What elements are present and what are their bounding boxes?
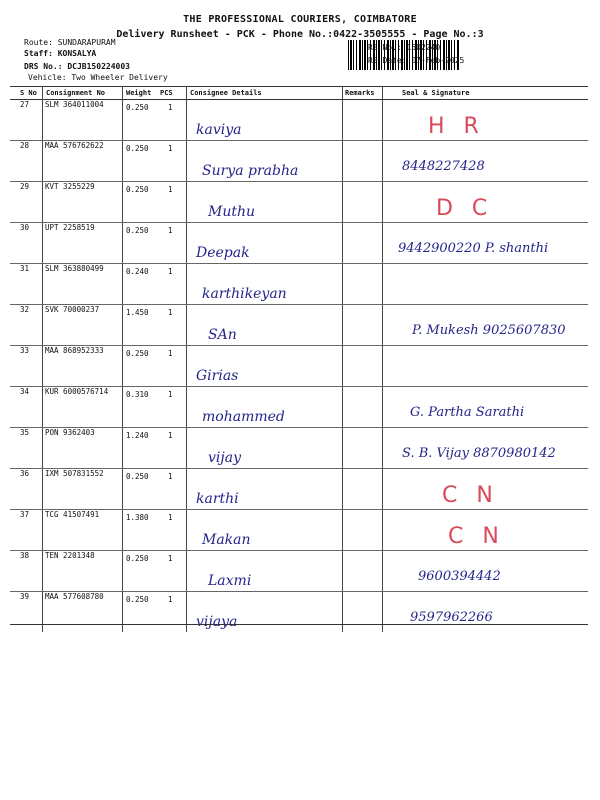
row-consignee-name: Muthu [208, 204, 256, 220]
vehicle-label: Vehicle: Two Wheeler Delivery [28, 73, 168, 82]
row-pieces: 1 [168, 349, 173, 358]
row-serial-number: 33 [20, 346, 30, 355]
page-title: THE PROFESSIONAL COURIERS, COIMBATORE [183, 14, 417, 25]
row-consignment-number: IXM 507831552 [45, 469, 104, 478]
row-pieces: 1 [168, 185, 173, 194]
row-weight: 0.250 [126, 349, 149, 358]
row-consignee-name: Girias [196, 368, 239, 384]
row-serial-number: 38 [20, 551, 30, 560]
column-header: Weight [126, 89, 152, 97]
row-serial-number: 29 [20, 182, 30, 191]
row-weight: 1.450 [126, 308, 149, 317]
row-consignee-name: Makan [202, 532, 251, 548]
row-serial-number: 32 [20, 305, 30, 314]
row-consignment-number: UPT 2258519 [45, 223, 95, 232]
row-consignee-name: SAn [208, 327, 237, 343]
row-pieces: 1 [168, 431, 173, 440]
row-consignment-number: TCG 41507491 [45, 510, 100, 519]
row-consignee-name: Deepak [196, 245, 250, 261]
row-signature: H R [428, 114, 485, 139]
row-signature: 9442900220 P. shanthi [398, 241, 549, 256]
row-consignee-name: Surya prabha [202, 163, 299, 179]
row-consignment-number: KUR 6000576714 [45, 387, 109, 396]
row-consignment-number: SLM 364011004 [45, 100, 104, 109]
row-consignment-number: MAA 576762622 [45, 141, 104, 150]
row-serial-number: 27 [20, 100, 30, 109]
row-pieces: 1 [168, 513, 173, 522]
row-serial-number: 31 [20, 264, 30, 273]
row-consignee-name: vijay [208, 450, 241, 466]
row-serial-number: 34 [20, 387, 30, 396]
row-signature: 8448227428 [402, 159, 485, 174]
column-header: PCS [160, 89, 173, 97]
row-pieces: 1 [168, 595, 173, 604]
row-weight: 0.250 [126, 226, 149, 235]
row-consignment-number: KVT 3255229 [45, 182, 95, 191]
row-serial-number: 37 [20, 510, 30, 519]
row-weight: 0.250 [126, 554, 149, 563]
row-weight: 0.250 [126, 103, 149, 112]
row-serial-number: 30 [20, 223, 30, 232]
row-divider [10, 550, 588, 551]
row-pieces: 1 [168, 390, 173, 399]
row-serial-number: 28 [20, 141, 30, 150]
column-header: S No [20, 89, 37, 97]
row-consignment-number: SVK 70000237 [45, 305, 100, 314]
row-consignment-number: SLM 363880499 [45, 264, 104, 273]
row-signature: G. Partha Sarathi [410, 405, 525, 420]
staff-label: Staff: KONSALYA [24, 49, 97, 58]
route-label: Route: SUNDARAPURAM [24, 38, 116, 47]
page-subtitle: Delivery Runsheet - PCK - Phone No.:0422-3505555 - Page No.:3 [116, 29, 484, 40]
row-divider [10, 181, 588, 182]
rs-number: RS No.: 1502240 [368, 43, 441, 52]
row-weight: 1.380 [126, 513, 149, 522]
table-top-rule [10, 86, 588, 87]
row-signature: C N [448, 524, 505, 549]
row-consignment-number: MAA 577608780 [45, 592, 104, 601]
row-weight: 0.250 [126, 472, 149, 481]
row-signature: C N [442, 483, 499, 508]
row-consignment-number: MAA 868952333 [45, 346, 104, 355]
row-weight: 0.250 [126, 185, 149, 194]
row-pieces: 1 [168, 472, 173, 481]
row-signature: 9597962266 [410, 610, 493, 625]
row-weight: 0.250 [126, 595, 149, 604]
row-weight: 0.250 [126, 144, 149, 153]
row-signature: D C [436, 196, 494, 221]
row-pieces: 1 [168, 103, 173, 112]
row-consignee-name: vijaya [196, 614, 238, 630]
row-signature: S. B. Vijay 8870980142 [402, 446, 556, 461]
faded-stamp [386, 270, 556, 316]
row-weight: 1.240 [126, 431, 149, 440]
row-signature: 9600394442 [418, 569, 501, 584]
row-consignment-number: TEN 2201348 [45, 551, 95, 560]
row-consignee-name: karthikeyan [202, 286, 287, 302]
drs-number: DRS No.: DCJB150224003 [24, 62, 130, 71]
row-weight: 0.310 [126, 390, 149, 399]
table-bottom-rule [10, 624, 588, 625]
row-pieces: 1 [168, 308, 173, 317]
row-pieces: 1 [168, 554, 173, 563]
row-divider [10, 427, 588, 428]
row-consignee-name: karthi [196, 491, 239, 507]
row-consignee-name: kaviya [196, 122, 242, 138]
column-header: Consignment No [46, 89, 106, 97]
rs-date: RS Date: 07-Feb-2025 [368, 56, 465, 65]
row-divider [10, 222, 588, 223]
row-consignee-name: Laxmi [208, 573, 252, 589]
row-consignee-name: mohammed [202, 409, 285, 425]
row-pieces: 1 [168, 267, 173, 276]
row-serial-number: 35 [20, 428, 30, 437]
column-header: Remarks [345, 89, 375, 97]
row-serial-number: 36 [20, 469, 30, 478]
column-header: Seal & Signature [402, 89, 470, 97]
row-pieces: 1 [168, 226, 173, 235]
column-header: Consignee Details [190, 89, 262, 97]
row-consignment-number: PON 9362403 [45, 428, 95, 437]
row-weight: 0.240 [126, 267, 149, 276]
row-signature: P. Mukesh 9025607830 [412, 323, 566, 338]
row-serial-number: 39 [20, 592, 30, 601]
row-pieces: 1 [168, 144, 173, 153]
